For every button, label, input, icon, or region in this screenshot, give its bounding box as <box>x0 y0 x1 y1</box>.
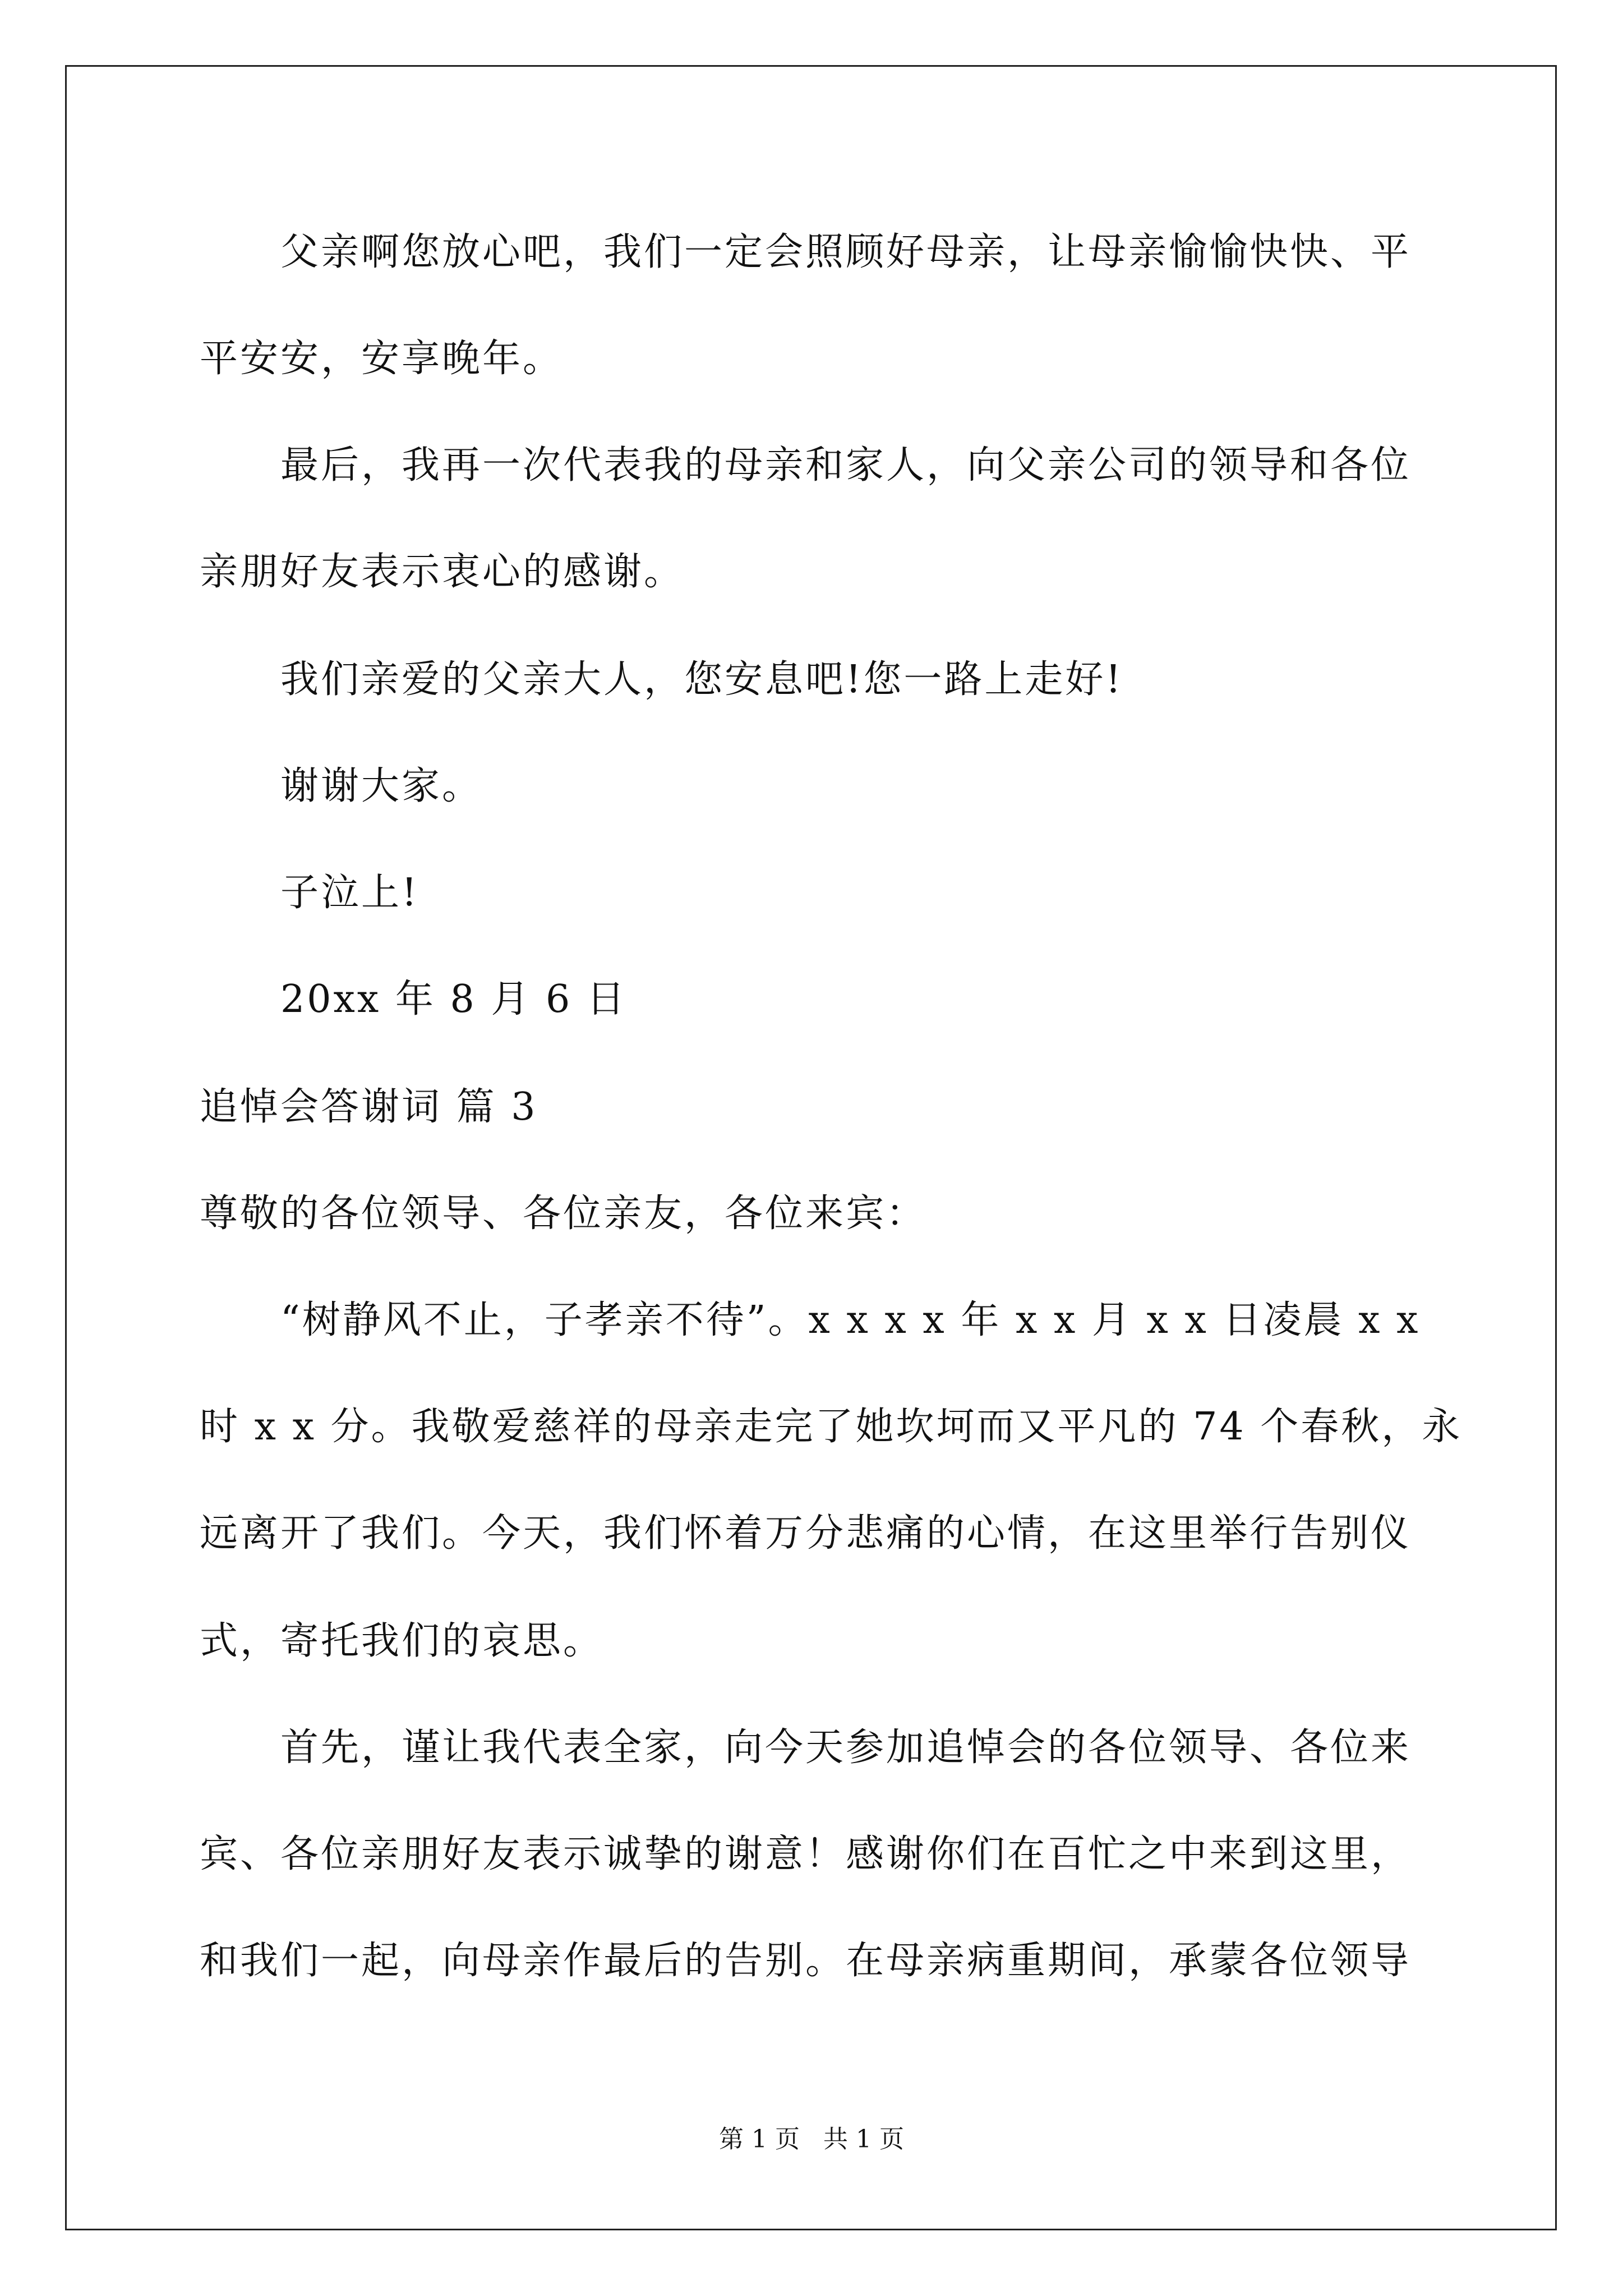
paragraph-line: 宾、各位亲朋好友表示诚挚的谢意！感谢你们在百忙之中来到这里， <box>200 1832 1412 1876</box>
paragraph-line: 式，寄托我们的哀思。 <box>200 1619 604 1663</box>
section-title: 追悼会答谢词 篇 3 <box>200 1085 538 1129</box>
paragraph-line: 远离开了我们。今天，我们怀着万分悲痛的心情，在这里举行告别仪 <box>200 1511 1412 1556</box>
paragraph-line: 亲朋好友表示衷心的感谢。 <box>200 550 685 594</box>
page-footer: 第 1 页 共 1 页 <box>719 2125 904 2154</box>
paragraph-line: 首先，谨让我代表全家，向今天参加追悼会的各位领导、各位来 <box>280 1726 1412 1770</box>
page-border <box>65 65 1557 2230</box>
paragraph-line: 最后，我再一次代表我的母亲和家人，向父亲公司的领导和各位 <box>280 443 1412 487</box>
paragraph-line: “树静风不止，子孝亲不待”。x x x x 年 x x 月 x x 日凌晨 x x <box>280 1298 1421 1342</box>
salutation-line: 尊敬的各位领导、各位亲友，各位来宾： <box>200 1191 927 1236</box>
paragraph-line: 平安安，安享晚年。 <box>200 337 564 381</box>
paragraph-line: 我们亲爱的父亲大人，您安息吧!您一路上走好! <box>280 657 1123 702</box>
paragraph-line: 父亲啊您放心吧，我们一定会照顾好母亲，让母亲愉愉快快、平 <box>280 230 1412 274</box>
paragraph-line: 时 x x 分。我敬爱慈祥的母亲走完了她坎坷而又平凡的 74 个春秋，永 <box>200 1405 1463 1449</box>
date-line: 20xx 年 8 月 6 日 <box>280 977 627 1022</box>
paragraph-line: 谢谢大家。 <box>280 764 483 808</box>
signature-line: 子泣上! <box>280 871 419 915</box>
paragraph-line: 和我们一起，向母亲作最后的告别。在母亲病重期间，承蒙各位领导 <box>200 1939 1412 1983</box>
